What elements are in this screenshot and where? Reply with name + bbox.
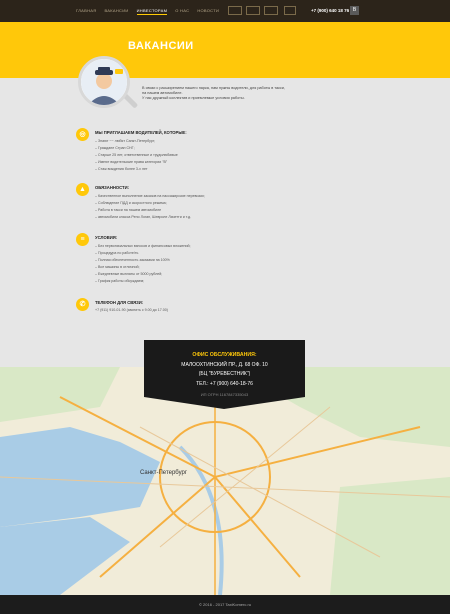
section-title: ОБЯЗАННОСТИ: bbox=[95, 185, 130, 190]
list-item: – автомобили класса Рено Логан, Шевроле Лачетти и т.д. bbox=[95, 214, 205, 221]
car-icon: ▲ bbox=[76, 183, 89, 196]
main-nav bbox=[76, 8, 219, 15]
map-city-label: Санкт-Петербург bbox=[140, 470, 188, 476]
list-item: – Граждане Стран СНГ; bbox=[95, 145, 178, 152]
phone-icon: ✆ bbox=[76, 298, 89, 311]
nav-item-about[interactable]: О НАС bbox=[175, 8, 190, 13]
list-item: – График работы обсуждаем; bbox=[95, 278, 190, 285]
section-conditions bbox=[76, 233, 356, 291]
driver-icon bbox=[81, 59, 127, 105]
list-item: – Качественное выполнение заказов на пассажирские перевозки; bbox=[95, 193, 205, 200]
list-item: – Процедура по работе/ть bbox=[95, 250, 190, 257]
nav-item-vacancies[interactable]: ВАКАНСИИ bbox=[104, 8, 129, 13]
section-title: МЫ ПРИГЛАШАЕМ ВОДИТЕЛЕЙ, КОТОРЫЕ: bbox=[95, 130, 187, 135]
list-item: – Ежедневные выплаты от 5000 рублей; bbox=[95, 271, 190, 278]
document-icon: ≡ bbox=[76, 233, 89, 246]
office-building: (БЦ "БУРЕВЕСТНИК") bbox=[198, 371, 251, 377]
footer bbox=[0, 595, 450, 614]
section-requirements bbox=[76, 128, 356, 178]
list-item: – Работа в такси на нашем автомобиле bbox=[95, 207, 205, 214]
partner-logo[interactable] bbox=[264, 6, 278, 15]
top-navbar bbox=[0, 0, 450, 22]
nav-item-investors[interactable]: ИНВЕСТОРАМ bbox=[136, 8, 168, 13]
office-info-banner-tip bbox=[144, 397, 305, 409]
section-title: ТЕЛЕФОН ДЛЯ СВЯЗИ: bbox=[95, 300, 144, 305]
office-address: МАЛООХТИНСКИЙ ПР., Д. 68 ОФ. 10 bbox=[181, 362, 268, 368]
list-item: – Без первоначальных взносов и финансовых вложений; bbox=[95, 243, 190, 250]
partner-logo[interactable] bbox=[284, 6, 296, 15]
list-item: – Старше 25 лет, ответственные и трудолюбивые bbox=[95, 152, 178, 159]
nav-item-news[interactable]: НОВОСТИ bbox=[197, 8, 220, 13]
duties-list bbox=[95, 193, 205, 221]
office-title: ОФИС ОБСЛУЖИВАНИЯ: bbox=[192, 352, 257, 358]
hero-banner bbox=[0, 22, 450, 78]
nav-item-home[interactable]: ГЛАВНАЯ bbox=[76, 8, 97, 13]
section-title: УСЛОВИЯ: bbox=[95, 235, 118, 240]
list-item: – Соблюдение ПДД и скоростного режима; bbox=[95, 200, 205, 207]
header-phone[interactable]: +7 (900) 640 18 76 bbox=[311, 8, 350, 13]
list-item: – Имеют водительские права категории "B" bbox=[95, 159, 178, 166]
office-phone[interactable]: ТЕЛ.: +7 (900) 640-18-76 bbox=[196, 381, 253, 387]
contact-phone[interactable]: +7 (911) 910-01-90 (звонить с 9.00 до 17.00) bbox=[95, 308, 168, 312]
partner-logo[interactable] bbox=[246, 6, 260, 15]
steering-wheel-icon: ◎ bbox=[76, 128, 89, 141]
intro-line: В связи с расширением нашего парка, нам нужны водители, для работы в такси, bbox=[142, 86, 285, 90]
section-duties bbox=[76, 183, 356, 225]
requirements-list bbox=[95, 138, 178, 173]
list-item: – Стаж вождения более 3-х лет bbox=[95, 166, 178, 173]
conditions-list bbox=[95, 243, 190, 285]
vk-social-icon[interactable]: В bbox=[350, 6, 359, 15]
driver-avatar bbox=[78, 56, 130, 108]
intro-text bbox=[142, 86, 342, 101]
list-item: – Все машины в отличной; bbox=[95, 264, 190, 271]
intro-line: на нашем автомобиле. bbox=[142, 91, 183, 95]
intro-line: У нас дружный коллектив и приемлемые условия работы. bbox=[142, 96, 245, 100]
page-title: ВАКАНСИИ bbox=[128, 40, 194, 52]
office-ogrn: ИП ОГРН 1167847335043 bbox=[200, 392, 249, 397]
list-item: – Полная обеспеченность заказами на 100% bbox=[95, 257, 190, 264]
copyright: © 2016 - 2017 TaxiKomerc.ru bbox=[198, 602, 251, 607]
office-info-banner bbox=[144, 340, 305, 397]
partner-logo[interactable] bbox=[228, 6, 242, 15]
list-item: – Знают ~~ любят Санкт-Петербург; bbox=[95, 138, 178, 145]
